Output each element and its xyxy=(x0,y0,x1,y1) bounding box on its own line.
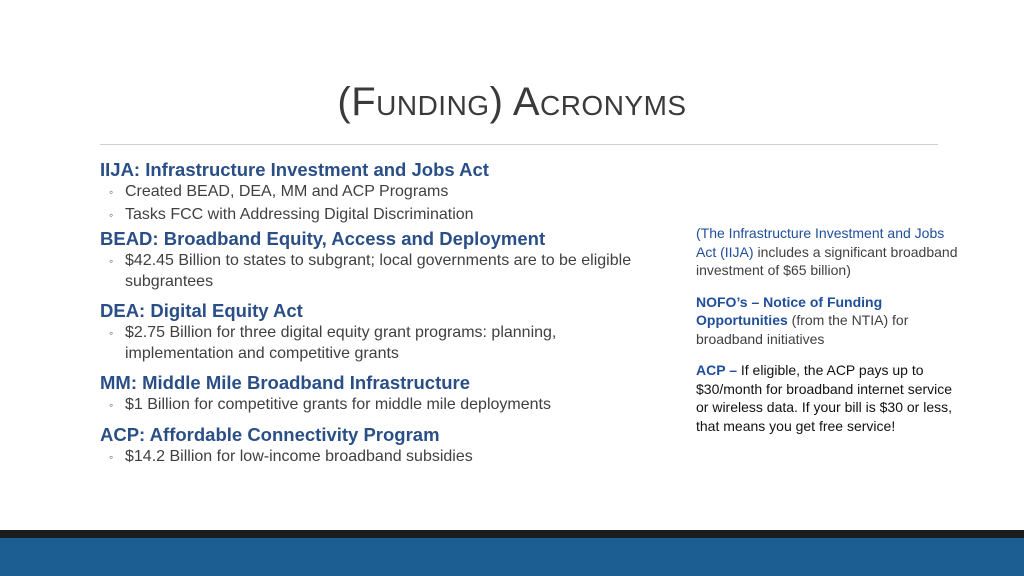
bullet-bead-1: ◦ $42.45 Billion to states to subgrant; local governments are to be eligible subgrantees xyxy=(109,252,632,290)
circle-bullet-icon: ◦ xyxy=(109,398,114,412)
heading-dea: DEA: Digital Equity Act xyxy=(100,300,303,321)
circle-bullet-icon: ◦ xyxy=(109,326,114,340)
nofo-note: NOFO’s – Notice of Funding Opportunities (from the NTIA) for broadband initiatives xyxy=(696,293,909,347)
heading-mm: MM: Middle Mile Broadband Infrastructure xyxy=(100,372,471,393)
bullet-iija-2: ◦ Tasks FCC with Addressing Digital Discrimination xyxy=(100,205,640,226)
circle-bullet-icon: ◦ xyxy=(109,185,114,199)
title-divider xyxy=(100,144,938,145)
iija-note: (The Infrastructure Investment and Jobs Act (IIJA) includes a significant broadband investment of $65 billion) xyxy=(696,225,958,278)
acp-note: ACP – If eligible, the ACP pays up to $30/month for broadband internet service or wireless data. If your bill is $30 or less, that means you get free service! xyxy=(696,362,953,434)
acronym-list xyxy=(100,158,640,467)
bullet-dea-1: ◦ $2.75 Billion for three digital equity grant programs: planning, implementation and competitive grants xyxy=(109,324,557,362)
circle-bullet-icon: ◦ xyxy=(109,207,114,222)
side-notes xyxy=(696,224,958,448)
circle-bullet-icon: ◦ xyxy=(109,254,114,268)
heading-bead: BEAD: Broadband Equity, Access and Deployment xyxy=(100,228,546,249)
footer-dark-band xyxy=(0,530,1024,538)
bullet-acp-1: ◦ $14.2 Billion for low-income broadband subsidies xyxy=(100,447,640,468)
bullet-iija-1: ◦ Created BEAD, DEA, MM and ACP Programs xyxy=(100,182,640,203)
heading-acp: ACP: Affordable Connectivity Program xyxy=(100,423,440,445)
bullet-mm-1: ◦ $1 Billion for competitive grants for middle mile deployments xyxy=(100,395,640,416)
circle-bullet-icon: ◦ xyxy=(109,449,114,464)
heading-iija: IIJA: Infrastructure Investment and Jobs Act xyxy=(100,159,489,180)
slide-title: (Funding) Acronyms xyxy=(337,80,687,124)
footer-blue-band xyxy=(0,538,1024,576)
